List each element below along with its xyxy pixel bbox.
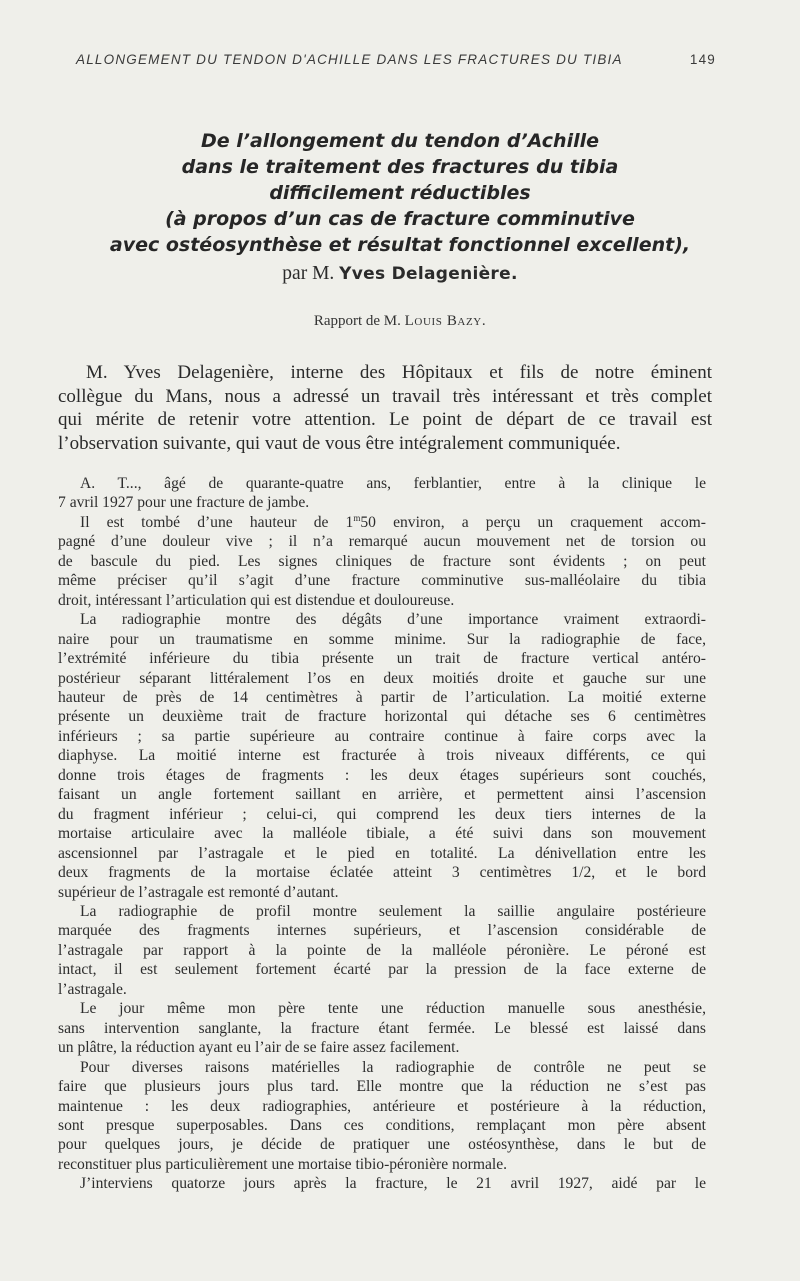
observation-text xyxy=(58,474,706,1194)
text-line: supérieur de l’astragale est remonté d’autant. xyxy=(58,883,339,901)
text-line: intact, il est seulement fortement écarté par la pression de la face externe de xyxy=(58,961,706,979)
running-head-title: ALLONGEMENT DU TENDON D'ACHILLE DANS LES FRACTURES DU TIBIA xyxy=(76,52,623,67)
text-line: pour quelques jours, je décide de pratiquer une ostéosynthèse, dans le but de xyxy=(58,1136,706,1154)
text-line: sont presque superposables. Dans ces conditions, remplaçant mon père absent xyxy=(58,1116,706,1134)
running-head xyxy=(76,52,716,67)
text-line: reconstituer plus particulièrement une mortaise tibio-péronière normale. xyxy=(58,1155,508,1173)
text-line: Il est tombé d’une hauteur de 1$^m$50 environ, a perçu un craquement accom- xyxy=(80,512,707,531)
title-line: De l’allongement du tendon d’Achille xyxy=(200,130,599,152)
title-line: difficilement réductibles xyxy=(269,182,531,204)
text-line: de bascule du pied. Les signes cliniques de fracture sont évidents ; on peut xyxy=(58,552,706,570)
text-line: diaphyse. La moitié interne est fracturée à trois niveaux différents, ce qui xyxy=(58,747,706,765)
text-line: La radiographie montre des dégâts d’une importance vraiment extraordi- xyxy=(80,611,706,629)
paragraph xyxy=(58,1058,706,1175)
text-line: droit, intéressant l’articulation qui est distendue et douloureuse. xyxy=(58,591,455,609)
title-line: avec ostéosynthèse et résultat fonctionnel excellent), xyxy=(109,234,691,256)
text-line: Le jour même mon père tente une réduction manuelle sous anesthésie, xyxy=(80,1000,706,1018)
text-line: mortaise articulaire avec la malléole tibiale, a été suivi dans son mouvement xyxy=(58,825,706,843)
text-line: l’astragale par rapport à la pointe de la malléole péronière. Le péroné est xyxy=(58,941,706,959)
text-line: M. Yves Delagenière, interne des Hôpitaux et fils de notre éminent xyxy=(86,362,712,383)
page-number: 149 xyxy=(689,52,716,67)
reporter-prefix: Rapport de M. xyxy=(313,313,405,329)
text-line: même préciser qu’il s’agit d’une fracture comminutive sus-malléolaire du tibia xyxy=(58,572,706,590)
paragraph xyxy=(58,474,706,513)
paragraph xyxy=(58,610,706,902)
text-line: naire pour un traumatisme en somme minime. Sur la radiographie de face, xyxy=(58,630,706,648)
text-line: A. T..., âgé de quarante-quatre ans, ferblantier, entre à la clinique le xyxy=(80,475,706,492)
paragraph xyxy=(58,902,706,999)
title-line: dans le traitement des fractures du tibia xyxy=(181,156,619,178)
title-line: (à propos d’un cas de fracture comminutive xyxy=(165,208,635,230)
reporter-name: Louis Bazy. xyxy=(404,313,487,329)
intro-paragraph xyxy=(58,361,712,455)
text-line: Pour diverses raisons matérielles la radiographie de contrôle ne peut se xyxy=(80,1058,706,1076)
text-line: l’extrémité inférieure du tibia présente un trait de fracture vertical antéro- xyxy=(58,650,706,668)
article-title xyxy=(80,128,720,258)
paragraph xyxy=(58,999,706,1057)
text-line: pagné d’une douleur vive ; il n’a remarqué aucun mouvement net de torsion ou xyxy=(58,533,706,551)
text-line: présente un deuxième trait de fracture horizontal qui détache ses 6 centimètres xyxy=(58,708,706,726)
author-line xyxy=(0,263,800,285)
reporter-line xyxy=(0,313,800,330)
text-line: La radiographie de profil montre seulement la saillie angulaire postérieure xyxy=(80,902,706,920)
text-line: un plâtre, la réduction ayant eu l’air de se faire assez facilement. xyxy=(58,1039,460,1057)
paragraph xyxy=(58,1174,706,1193)
text-line: J’interviens quatorze jours après la fracture, le 21 avril 1927, aidé par le xyxy=(80,1175,706,1193)
text-line: deux fragments de la mortaise éclatée atteint 3 centimètres 1/2, et le bord xyxy=(58,864,706,882)
text-line: inférieurs ; sa partie supérieure au contraire continue à faire corps avec la xyxy=(58,727,706,745)
text-line: 7 avril 1927 pour une fracture de jambe. xyxy=(58,494,310,512)
author-name: Yves Delagenière. xyxy=(339,264,518,284)
text-line: hauteur de près de 14 centimètres à partir de l’articulation. La moitié externe xyxy=(58,688,706,706)
paragraph xyxy=(58,513,706,610)
text-line: ascensionnel par l’astragale et le pied en totalité. La dénivellation entre les xyxy=(58,844,706,862)
author-prefix: par M. xyxy=(282,263,340,284)
text-line: maintenue : les deux radiographies, antérieure et postérieure à la réduction, xyxy=(58,1097,706,1115)
text-line: l’observation suivante, qui vaut de vous être intégralement communiquée. xyxy=(58,432,621,454)
text-line: marquée des fragments internes supérieurs, et l’ascension considérable de xyxy=(58,922,706,940)
text-line: faire que plusieurs jours plus tard. Elle montre que la réduction ne s’est pas xyxy=(58,1078,706,1096)
text-line: du fragment inférieur ; celui-ci, qui comprend les deux tiers internes de la xyxy=(58,805,706,823)
text-line: collègue du Mans, nous a adressé un travail très intéressant et très complet xyxy=(58,385,712,407)
text-line: donne trois étages de fragments : les deux étages supérieurs sont couchés, xyxy=(58,766,706,784)
text-line: l’astragale. xyxy=(58,980,127,998)
text-line: qui mérite de retenir votre attention. Le point de départ de ce travail est xyxy=(58,409,712,431)
text-line: faisant un angle fortement saillant en arrière, et permettent ainsi l’ascension xyxy=(58,786,706,804)
text-line: postérieur séparant littéralement l’os en deux moitiés droite et gauche sur une xyxy=(58,669,706,687)
text-line: sans intervention sanglante, la fracture étant fermée. Le blessé est laissé dans xyxy=(58,1019,706,1037)
